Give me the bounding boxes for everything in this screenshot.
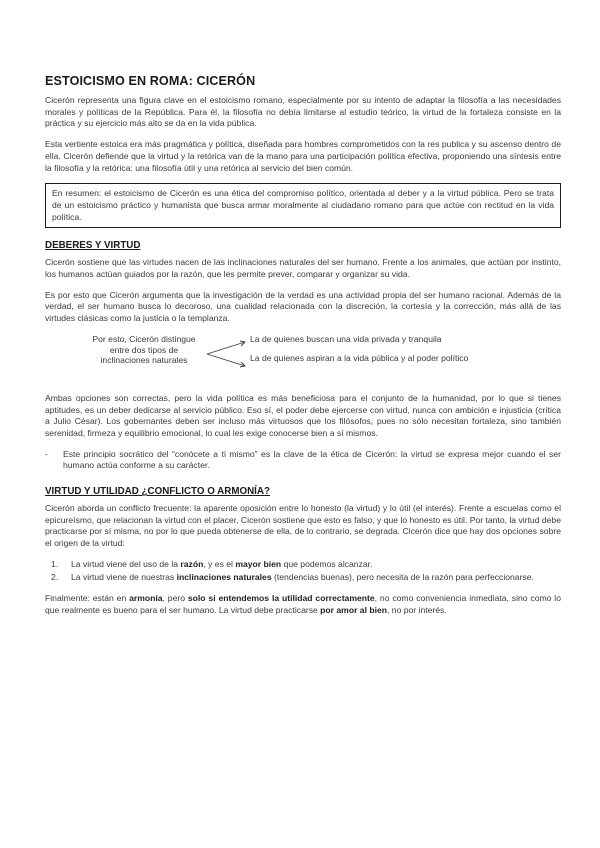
list-text-segment: (tendencias buenas), pero necesita de la razón para perfeccionarse. (271, 571, 534, 582)
final-text-segment: , no como conveniencia inmediata, sino como lo que realmente es bueno para el ser humano. La virtud debe practicarse (45, 593, 561, 615)
list-text-segment: que podemos alcanzar. (281, 558, 373, 569)
list-item-number: 1. (51, 558, 59, 569)
list-text-segment: La virtud viene del uso de la (71, 558, 181, 569)
summary-text: En resumen: el estoicismo de Cicerón es una ética del compromiso político, orientada al deber y a la virtud pública. Pero se trata de un estoicismo práctico y humanista que busca armar moralmente al ciudadano romano para que actúe con rectitud en la vida política. (52, 188, 554, 222)
final-text-segment: Finalmente: están en (45, 593, 130, 604)
inclinations-diagram (45, 334, 561, 386)
list-text-segment: La virtud viene de nuestras (71, 571, 177, 582)
final-paragraph (45, 593, 561, 616)
document-content (45, 74, 561, 626)
diagram-source-text: Por esto, Cicerón distingue entre dos tipos de inclinaciones naturales (92, 333, 196, 366)
intro-paragraph-2: Esta vertiente estoica era más pragmática y política, diseñada para hombres comprometidos con la res publica y su ascenso dentro de ella. Cicerón defiende que la virtud y la retórica van de la mano para una participación política efectiva, proponiendo una síntesis entre la filosofía y la retórica: una filosofía útil y una retórica al servicio del bien común. (45, 139, 561, 173)
list-text-segment: , y es el (203, 558, 236, 569)
final-bold-amor-bien: por amor al bien (320, 604, 388, 615)
virtud-utilidad-paragraph-1: Cicerón aborda un conflicto frecuente: la aparente oposición entre lo honesto (la virtud) y lo útil (el interés). Frente a escuelas como el epicureísmo, que relacionan la virtud con el placer, Cicerón sostiene que esto es falso, y que lo honesto es útil. Por tanto, la virtud debe practicarse por sí misma, no por lo que pueda obtenerse de ella, de lo contrario, se degrada. Cicerón dice que hay dos opciones sobre el origen de la virtud: (45, 503, 561, 549)
list-bold-razon: razón (180, 558, 204, 569)
list-item (45, 572, 561, 584)
final-text-segment: , pero (162, 593, 188, 604)
summary-box (45, 183, 561, 228)
diagram-arrows (205, 338, 249, 372)
arrow-to-public-life (207, 354, 245, 366)
arrow-to-private-life (207, 342, 245, 354)
list-bold-mayor-bien: mayor bien (235, 558, 282, 569)
list-item (45, 559, 561, 571)
intro-paragraph-1: Cicerón representa una figura clave en el estoicismo romano, especialmente por su intento de adaptar la filosofía a las necesidades morales y políticas de la República. Para él, la filosofía no debía limitarse al estudio teórico, la virtud de la fortaleza consiste en la práctica y su ejercicio más alto se da en la vida pública. (45, 95, 561, 129)
bullet-text: Este principio socrático del “conócete a ti mismo” es la clave de la ética de Cicerón: la virtud se expresa mejor cuando el ser humano actúa conforme a su carácter. (63, 448, 561, 471)
final-bold-armonia: armonía (129, 593, 163, 604)
list-item-text (71, 572, 561, 584)
section-heading-virtud-utilidad: VIRTUD Y UTILIDAD ¿CONFLICTO O ARMONÍA? (45, 486, 270, 498)
virtue-origin-list (45, 559, 561, 583)
document-title: ESTOICISMO EN ROMA: CICERÓN (45, 74, 256, 88)
final-bold-utilidad: solo si entendemos la utilidad correctamente (187, 593, 375, 604)
bullet-dash: - (45, 448, 48, 459)
list-bold-inclinaciones: inclinaciones naturales (176, 571, 272, 582)
list-item-text (71, 559, 561, 571)
diagram-option-public: La de quienes aspiran a la vida pública y al poder político (250, 352, 469, 363)
diagram-option-private: La de quienes buscan una vida privada y tranquila (250, 333, 442, 344)
list-item-number: 2. (51, 571, 59, 582)
deberes-paragraph-2: Es por esto que Cicerón argumenta que la investigación de la verdad es una actividad propia del ser humano racional. Además de la verdad, el ser humano busca lo decoroso, una cualidad relacionada con la discreción, la cortesía y la corrección, más allá de las virtudes clásicas como la justicia o la templanza. (45, 289, 561, 324)
section-heading-deberes: DEBERES Y VIRTUD (45, 240, 141, 252)
final-text-segment: , no por interés. (387, 604, 447, 615)
deberes-paragraph-3: Ambas opciones son correctas, pero la vida política es más beneficiosa para el conjunto de la humanidad, por lo que si tienes aptitudes, es un deber dedicarse al servicio público. Eso sí, el poder debe ejercerse con virtud, nunca con ambición e injusticia (crítica a Julio César). Los gobernantes deben ser incluso más virtuosos que los filósofos, pues no sólo necesitan fortaleza, sino también serenidad, firmeza y equilibrio emocional, lo cual les exige conocerse bien a sí mismos. (45, 392, 561, 438)
socratic-principle-bullet (45, 449, 561, 472)
deberes-paragraph-1: Cicerón sostiene que las virtudes nacen de las inclinaciones naturales del ser humano. Frente a los animales, que actúan por instinto, los humanos actúan guiados por la razón, que les permite prever, comparar y organizar su vida. (45, 257, 561, 280)
